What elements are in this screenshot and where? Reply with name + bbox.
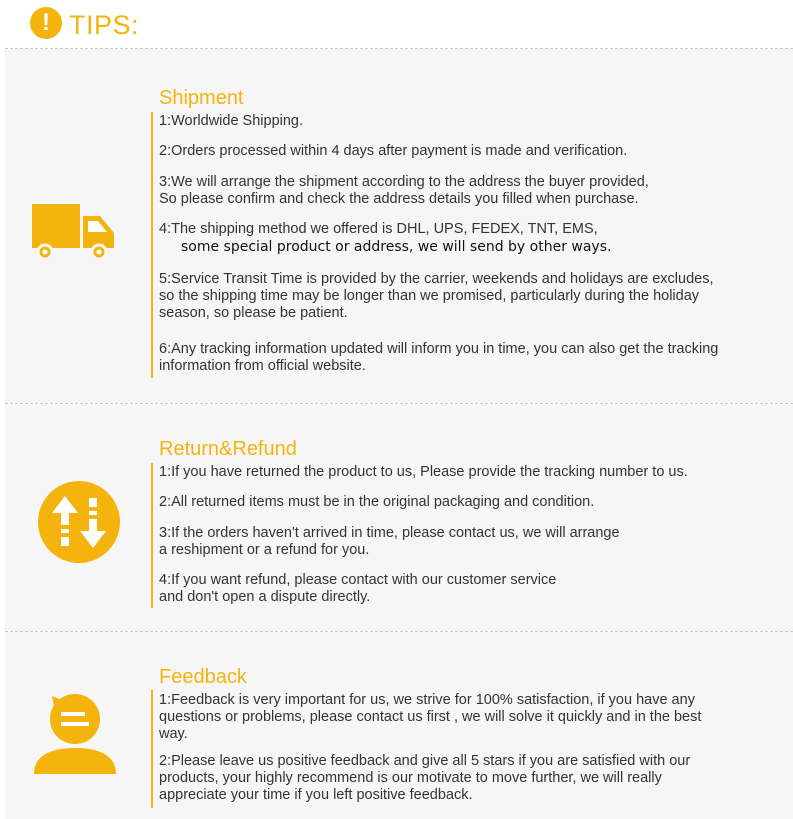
return-line: a reshipment or a refund for you. (159, 542, 370, 558)
feedback-line: questions or problems, please contact us first , we will solve it quickly and in the best (159, 709, 702, 725)
exclamation-glyph: ! (42, 9, 50, 36)
shipment-line: 4:The shipping method we offered is DHL, UPS, FEDEX, TNT, EMS, (159, 221, 598, 237)
return-line: 2:All returned items must be in the original packaging and condition. (159, 494, 595, 510)
feedback-person-icon (32, 690, 118, 776)
shipment-line: 2:Orders processed within 4 days after payment is made and verification. (159, 143, 628, 159)
shipment-line: season, so please be patient. (159, 305, 348, 321)
return-arrows-icon (37, 480, 121, 564)
feedback-line: appreciate your time if you left positive feedback. (159, 787, 473, 803)
return-line: 4:If you want refund, please contact with our customer service (159, 572, 557, 588)
feedback-accent-bar (151, 690, 153, 808)
return-line: 1:If you have returned the product to us, Please provide the tracking number to us. (159, 464, 688, 480)
divider (5, 631, 793, 632)
return-line: and don't open a dispute directly. (159, 589, 371, 605)
feedback-line: products, your highly recommend is our motivate to move further, we will really (159, 770, 662, 786)
shipment-line: 3:We will arrange the shipment according to the address the buyer provided, (159, 174, 649, 190)
return-line: 3:If the orders haven't arrived in time, please contact us, we will arrange (159, 525, 620, 541)
truck-icon (30, 200, 116, 262)
exclamation-icon (30, 7, 62, 39)
shipment-line: some special product or address, we will send by other ways. (181, 239, 612, 255)
tips-header (0, 0, 793, 48)
return-accent-bar (151, 463, 153, 608)
return-refund-section (5, 404, 793, 631)
return-refund-title: Return&Refund (159, 438, 297, 460)
shipment-line: so the shipping time may be longer than we promised, particularly during the holiday (159, 288, 700, 304)
shipment-accent-bar (151, 112, 153, 378)
shipment-line: information from official website. (159, 358, 366, 374)
shipment-line: 6:Any tracking information updated will inform you in time, you can also get the tracking (159, 341, 719, 357)
feedback-line: 2:Please leave us positive feedback and give all 5 stars if you are satisfied with our (159, 753, 691, 769)
shipment-line: 5:Service Transit Time is provided by the carrier, weekends and holidays are excludes, (159, 271, 714, 287)
shipment-line: 1:Worldwide Shipping. (159, 113, 304, 129)
feedback-line: way. (159, 726, 188, 742)
divider (5, 48, 793, 49)
shipment-line: So please confirm and check the address details you filled when purchase. (159, 191, 639, 207)
feedback-title: Feedback (159, 666, 247, 688)
divider (5, 403, 793, 404)
feedback-line: 1:Feedback is very important for us, we strive for 100% satisfaction, if you have any (159, 692, 695, 708)
tips-title: TIPS: (69, 10, 140, 40)
shipment-title: Shipment (159, 87, 244, 109)
